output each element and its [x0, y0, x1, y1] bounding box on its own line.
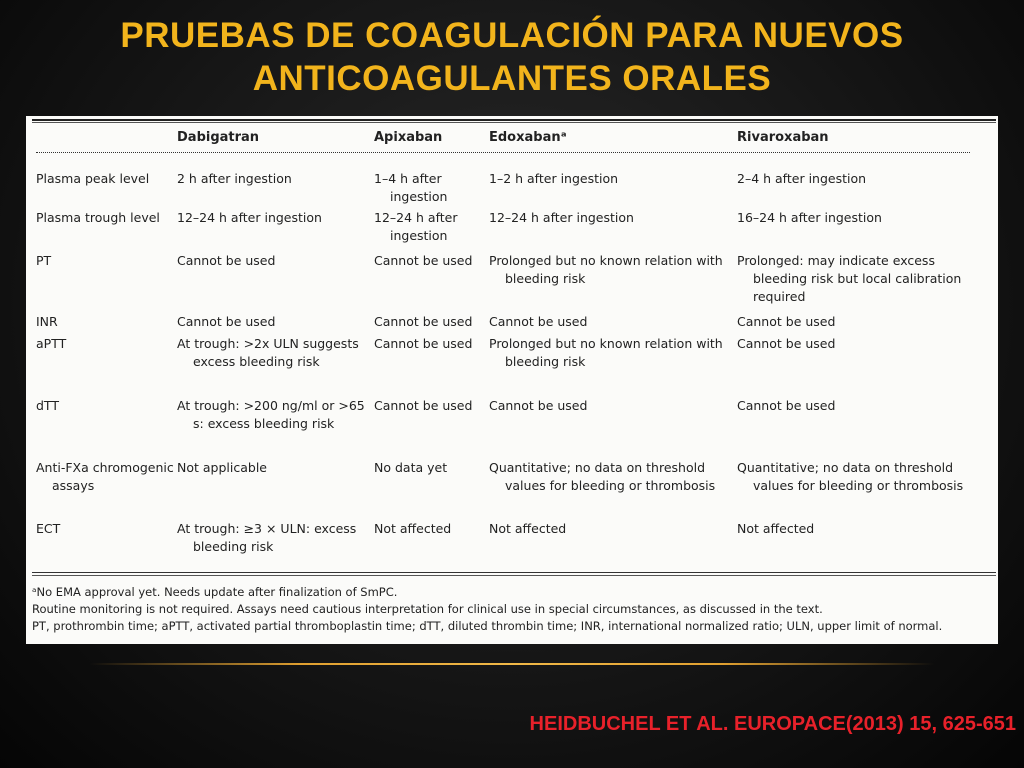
cell-test: aPTT [36, 336, 67, 351]
cell-apixaban: Cannot be used [374, 336, 473, 351]
decorative-divider [90, 663, 934, 665]
table-row [36, 206, 977, 249]
cell-rivaroxaban: Cannot be used [737, 314, 836, 329]
cell-edoxaban: Quantitative; no data on threshold values for bleeding or thrombosis [489, 460, 716, 493]
cell-edoxaban: Not affected [489, 521, 567, 536]
table-image [26, 116, 998, 644]
cell-rivaroxaban: Cannot be used [737, 398, 836, 413]
cell-apixaban: Not affected [374, 521, 452, 536]
slide-title-line1: PRUEBAS DE COAGULACIÓN PARA NUEVOS [120, 16, 904, 55]
cell-apixaban: Cannot be used [374, 253, 473, 268]
cell-dabigatran: At trough: >2x ULN suggests excess bleeding risk [177, 336, 359, 369]
cell-apixaban: No data yet [374, 460, 448, 475]
cell-dabigatran: Not applicable [177, 460, 267, 475]
table-row [36, 332, 977, 394]
cell-rivaroxaban: 2–4 h after ingestion [737, 171, 867, 186]
header-apixaban: Apixaban [374, 130, 443, 145]
cell-dabigatran: At trough: >200 ng/ml or >65 s: excess bleeding risk [177, 398, 365, 431]
cell-apixaban: 12–24 h after ingestion [374, 210, 458, 243]
cell-dabigatran: Cannot be used [177, 314, 276, 329]
cell-edoxaban: Cannot be used [489, 314, 588, 329]
cell-apixaban: Cannot be used [374, 398, 473, 413]
table-row [36, 151, 977, 206]
citation: HEIDBUCHEL ET AL. EUROPACE(2013) 15, 625-651 [529, 713, 1016, 735]
table-row [36, 310, 977, 332]
table-row [36, 249, 977, 310]
table-bottom-rule-thin [32, 575, 996, 576]
footnote-monitoring: Routine monitoring is not required. Assays need cautious interpretation for clinical use in special circumstances, as discussed in the text. [32, 602, 823, 616]
cell-rivaroxaban: Cannot be used [737, 336, 836, 351]
cell-test: Anti-FXa chromogenic assays [36, 460, 174, 493]
cell-dabigatran: 2 h after ingestion [177, 171, 292, 186]
header-rivaroxaban: Rivaroxaban [737, 130, 829, 145]
cell-rivaroxaban: Not affected [737, 521, 815, 536]
slide-title [0, 14, 1024, 100]
cell-test: INR [36, 314, 58, 329]
cell-dabigatran: 12–24 h after ingestion [177, 210, 322, 225]
cell-rivaroxaban: Quantitative; no data on threshold values for bleeding or thrombosis [737, 460, 964, 493]
cell-apixaban: 1–4 h after ingestion [374, 171, 448, 204]
slide-title-line2: ANTICOAGULANTES ORALES [252, 59, 772, 98]
table-top-rule-thin [32, 122, 996, 123]
table-row [36, 456, 977, 517]
table-bottom-rule [32, 572, 996, 573]
coagulation-tests-table [36, 125, 977, 561]
cell-rivaroxaban: Prolonged: may indicate excess bleeding risk but local calibration required [737, 253, 962, 304]
header-test [36, 125, 177, 151]
cell-edoxaban: 1–2 h after ingestion [489, 171, 619, 186]
cell-edoxaban: 12–24 h after ingestion [489, 210, 634, 225]
cell-test: dTT [36, 398, 59, 413]
footnote-abbreviations: PT, prothrombin time; aPTT, activated partial thromboplastin time; dTT, diluted thrombin time; INR, international normalized ratio; ULN, upper limit of normal. [32, 619, 943, 633]
header-edoxaban: Edoxabanᵃ [489, 130, 567, 145]
cell-test: ECT [36, 521, 61, 536]
table-top-rule [32, 119, 996, 121]
cell-edoxaban: Cannot be used [489, 398, 588, 413]
cell-test: Plasma peak level [36, 171, 150, 186]
table-row [36, 517, 977, 561]
table-header-row [36, 125, 977, 151]
table-row [36, 394, 977, 456]
cell-dabigatran: At trough: ≥3 × ULN: excess bleeding risk [177, 521, 357, 554]
cell-test: Plasma trough level [36, 210, 160, 225]
table-footnotes [32, 584, 992, 635]
cell-edoxaban: Prolonged but no known relation with bleeding risk [489, 253, 723, 286]
cell-dabigatran: Cannot be used [177, 253, 276, 268]
cell-apixaban: Cannot be used [374, 314, 473, 329]
footnote-ema: ᵃNo EMA approval yet. Needs update after finalization of SmPC. [32, 585, 398, 599]
header-dabigatran: Dabigatran [177, 130, 260, 145]
cell-rivaroxaban: 16–24 h after ingestion [737, 210, 882, 225]
cell-test: PT [36, 253, 52, 268]
cell-edoxaban: Prolonged but no known relation with bleeding risk [489, 336, 723, 369]
